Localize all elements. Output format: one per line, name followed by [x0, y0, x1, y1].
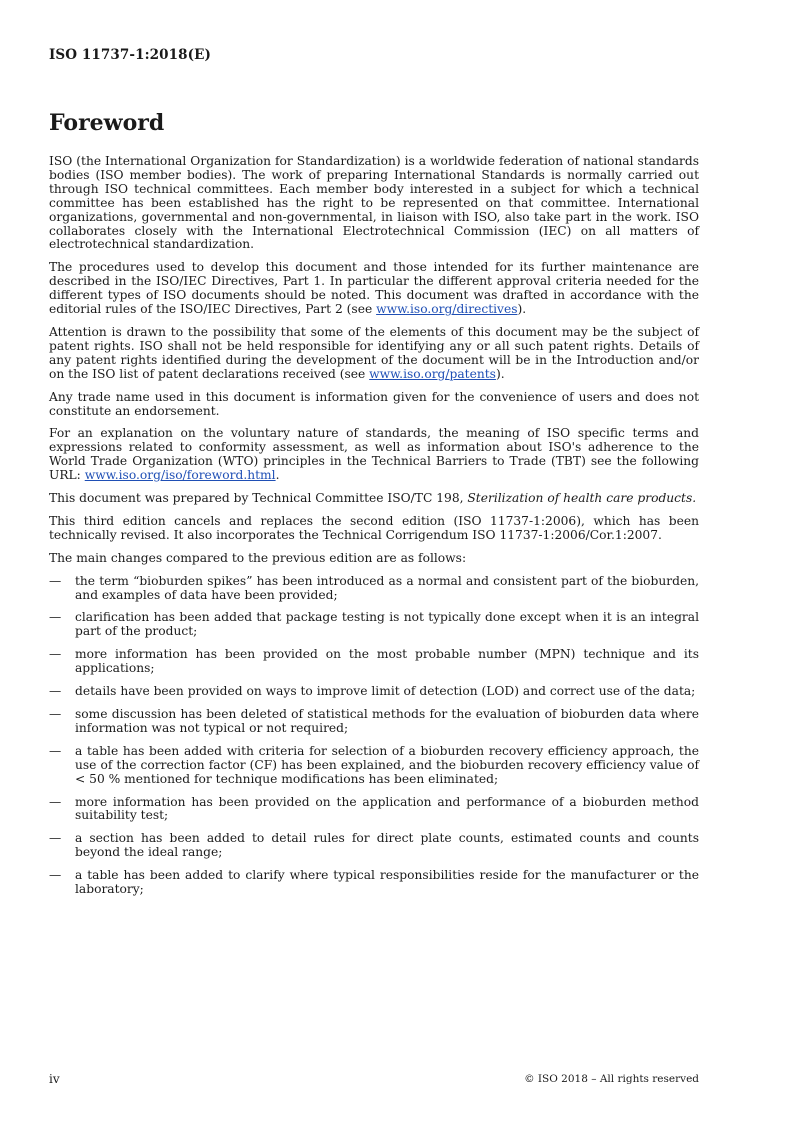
patents-link[interactable]: www.iso.org/patents: [369, 366, 496, 381]
paragraph-procedures: [49, 261, 699, 317]
list-item-text: a table has been added with criteria for selection of a bioburden recovery efficiency approach, the use of the correction factor (CF) has been explained, and the bioburden recovery efficiency value of < 50 % mentioned for technique modifications has been eliminated;: [75, 743, 699, 786]
paragraph-text: .: [275, 468, 280, 483]
dash-bullet: —: [49, 743, 62, 758]
copyright-notice: © ISO 2018 – All rights reserved: [524, 1073, 699, 1085]
dash-bullet: —: [49, 707, 62, 721]
paragraph-patents: [49, 326, 699, 382]
list-item: [49, 745, 699, 787]
list-item-text: some discussion has been deleted of statistical methods for the evaluation of bioburden data where information was not typical or not required;: [75, 707, 699, 735]
list-item-text: the term “bioburden spikes” has been introduced as a normal and consistent part of the bioburden, and examples of data have been provided;: [75, 573, 699, 602]
page-number: iv: [49, 1072, 60, 1086]
paragraph-text: Attention is drawn to the possibility that some of the elements of this document may be the subject of patent rights. ISO shall not be held responsible for identifying any or all such patent rights. Details of any patent rights identified during the development of the document will be in the Introduction and/or on the ISO list of patent declarations received (see: [49, 324, 699, 381]
document-page: [49, 0, 699, 1122]
list-item: [49, 611, 699, 639]
document-identifier: ISO 11737-1:2018(E): [49, 47, 212, 63]
dash-bullet: —: [49, 831, 62, 846]
list-item: [49, 708, 699, 736]
paragraph-voluntary-nature: [49, 427, 699, 483]
dash-bullet: —: [49, 868, 62, 883]
dash-bullet: —: [49, 647, 62, 662]
list-item-text: more information has been provided on the most probable number (MPN) technique and its applications;: [75, 647, 699, 676]
list-item-text: a table has been added to clarify where typical responsibilities reside for the manufacturer or the laboratory;: [75, 868, 699, 897]
list-item: [49, 796, 699, 824]
directives-link[interactable]: www.iso.org/directives: [376, 302, 518, 317]
paragraph-text: ).: [517, 302, 527, 317]
paragraph-text: For an explanation on the voluntary nature of standards, the meaning of ISO specific terms and expressions related to conformity assessment, as well as information about ISO's adherence to the World Trade Organization (WTO) principles in the Technical Barriers to Trade (TBT) see the following URL:: [49, 426, 699, 483]
list-item-text: details have been provided on ways to improve limit of detection (LOD) and correct use of the data;: [75, 684, 696, 699]
list-item-text: clarification has been added that package testing is not typically done except when it is an integral part of the product;: [75, 610, 699, 639]
paragraph-edition: This third edition cancels and replaces the second edition (ISO 11737-1:2006), which has been technically revised. It also incorporates the Technical Corrigendum ISO 11737-1:2006/Cor.1:2007.: [49, 513, 699, 542]
paragraph-text: The procedures used to develop this document and those intended for its further maintenance are described in the ISO/IEC Directives, Part 1. In particular the different approval criteria needed for the different types of ISO documents should be noted. This document was drafted in accordance with the editorial rules of the ISO/IEC Directives, Part 2 (see: [49, 260, 699, 317]
list-item: [49, 832, 699, 860]
list-item-text: more information has been provided on the application and performance of a bioburden method suitability test;: [75, 794, 699, 823]
foreword-link[interactable]: www.iso.org/iso/foreword.html: [84, 468, 276, 483]
list-item: [49, 575, 699, 603]
dash-bullet: —: [49, 573, 62, 588]
foreword-body: [49, 155, 699, 906]
paragraph-changes-intro: The main changes compared to the previous edition are as follows:: [49, 550, 467, 565]
list-item: [49, 869, 699, 897]
changes-list: [49, 575, 699, 897]
paragraph-text: ).: [495, 366, 505, 381]
list-item: [49, 648, 699, 676]
list-item: [49, 685, 699, 699]
paragraph-iso-intro: ISO (the International Organization for Standardization) is a worldwide federation of national standards bodies (ISO member bodies). The work of preparing International Standards is normally carried out through ISO technical committees. Each member body interested in a subject for which a technical committee has been established has the right to be represented on that committee. International organizations, governmental and non-governmental, in liaison with ISO, also take part in the work. ISO collaborates closely with the International Electrotechnical Commission (IEC) on all matters of electrotechnical standardization.: [49, 154, 699, 252]
list-item-text: a section has been added to detail rules for direct plate counts, estimated counts and counts beyond the ideal range;: [75, 831, 699, 860]
dash-bullet: —: [49, 610, 62, 625]
dash-bullet: —: [49, 684, 62, 699]
paragraph-text: This document was prepared by Technical Committee ISO/TC 198,: [49, 491, 468, 506]
dash-bullet: —: [49, 794, 62, 809]
paragraph-committee: [49, 492, 699, 506]
paragraph-trade-name: Any trade name used in this document is information given for the convenience of users and does not constitute an endorsement.: [49, 389, 699, 418]
page-title: Foreword: [49, 110, 165, 136]
committee-title: Sterilization of health care products.: [467, 491, 697, 506]
